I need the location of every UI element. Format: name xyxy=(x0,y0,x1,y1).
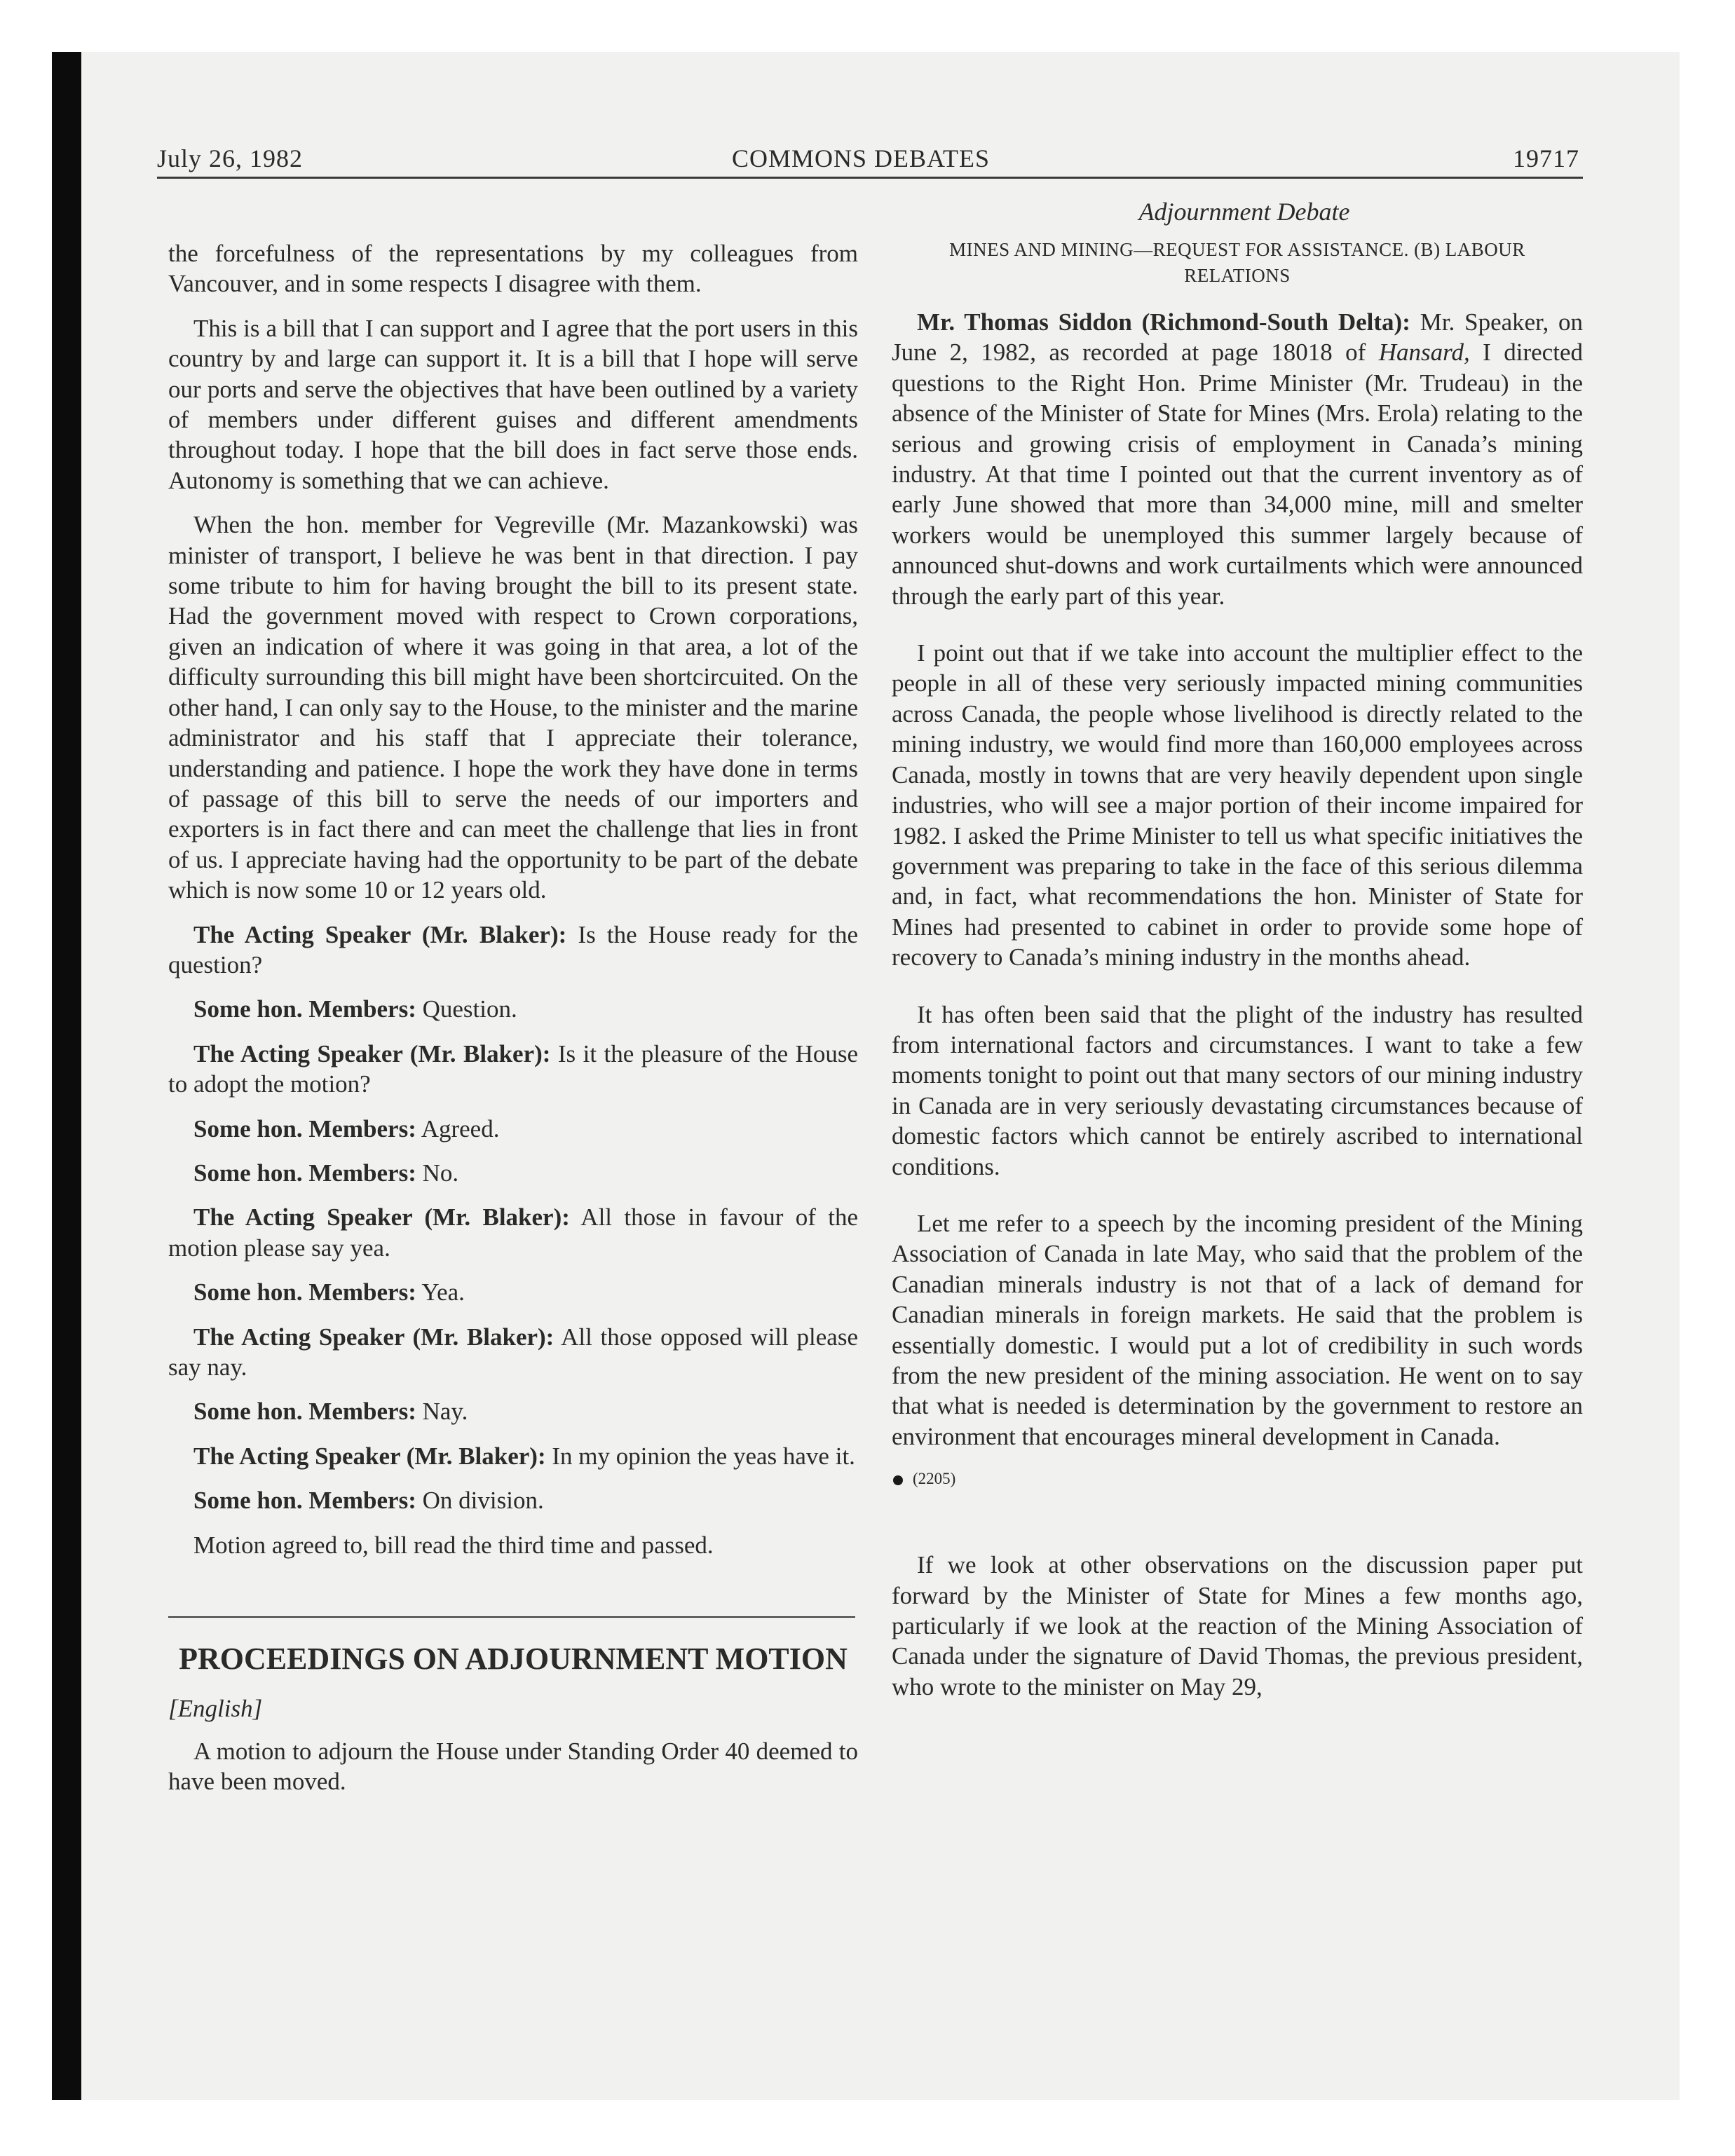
exchange xyxy=(168,1158,858,1188)
paragraph xyxy=(892,307,1583,611)
running-head: Adjournment Debate xyxy=(1138,198,1350,226)
header-date: July 26, 1982 xyxy=(157,144,304,172)
paragraph: Let me refer to a speech by the incoming president of the Mining Association of Canada in late May, who said that the problem of the Canadian minerals industry is not that of a lack of demand for Canadian minerals in foreign markets. He said that the problem is essentially domestic. I would put a lot of credibility in such words from the new president of the mining association. He went on to say that what is needed is determination by the government to restore an environment that encourages mineral development in Canada. xyxy=(892,1209,1583,1450)
speaker-name: Some hon. Members: xyxy=(193,1159,416,1187)
time-marker-text: (2205) xyxy=(913,1470,956,1488)
speaker-name: Some hon. Members: xyxy=(193,1278,416,1306)
exchange xyxy=(168,1114,858,1144)
exchange xyxy=(168,1322,858,1383)
speech-text: In my opinion the yeas have it. xyxy=(552,1442,855,1470)
speech-text: All those in favour of the motion please say yea. xyxy=(168,1203,858,1262)
speaker-name: Some hon. Members: xyxy=(193,995,416,1023)
section-divider xyxy=(168,1616,855,1618)
language-tag: [English] xyxy=(168,1695,263,1723)
exchange xyxy=(168,1396,858,1426)
speech-text: Question. xyxy=(422,995,517,1023)
bullet-icon xyxy=(893,1475,903,1485)
speaker-name: Some hon. Members: xyxy=(193,1114,416,1142)
header-rule xyxy=(157,177,1583,179)
speaker-name: The Acting Speaker (Mr. Blaker): xyxy=(193,1442,546,1470)
paragraph: When the hon. member for Vegreville (Mr. Mazankowski) was minister of transport, I believe he was bent in that direction. I pay some tribute to him for having brought the bill to its present state. Had the government moved with respect to Crown corporations, given an indication of where it was going in that area, a lot of the difficulty surrounding this bill might have been shortcircuited. On the other hand, I can only say to the House, to the minister and the marine administrator and his staff that I appreciate their tolerance, understanding and patience. I hope the work they have done in terms of passage of this bill to serve the needs of our importers and exporters is in fact there and can meet the challenge that lies in front of us. I appreciate having had the opportunity to be part of the debate which is now some 10 or 12 years old. xyxy=(168,511,858,904)
paragraph: It has often been said that the plight of the industry has resulted from international factors and circumstances. I want to take a few moments tonight to point out that many sectors of our mining industry in Canada are in very seriously devastating circumstances because of domestic factors which cannot be entirely ascribed to international conditions. xyxy=(892,1000,1583,1180)
speech-text: On division. xyxy=(422,1487,544,1515)
binding-edge xyxy=(52,52,81,2100)
section-title: PROCEEDINGS ON ADJOURNMENT MOTION xyxy=(179,1642,848,1677)
right-column xyxy=(892,237,1583,1716)
speaker-name: Some hon. Members: xyxy=(193,1487,416,1515)
paragraph: A motion to adjourn the House under Standing Order 40 deemed to have been moved. xyxy=(168,1738,858,1796)
speaker-name: The Acting Speaker (Mr. Blaker): xyxy=(193,1039,551,1067)
speaker-name: Mr. Thomas Siddon (Richmond-South Delta): xyxy=(917,308,1410,336)
sub-heading: MINES AND MINING—REQUEST FOR ASSISTANCE. (B) LABOUR RELATIONS xyxy=(949,239,1525,286)
speech-text: Agreed. xyxy=(421,1114,500,1142)
speech-text: Is the House ready for the question? xyxy=(168,920,859,978)
speaker-name: The Acting Speaker (Mr. Blaker): xyxy=(193,920,567,948)
header-page-number: 19717 xyxy=(1513,144,1579,172)
speech-text: Is it the pleasure of the House to adopt the motion? xyxy=(168,1039,859,1098)
motion-result: Motion agreed to, bill read the third time and passed. xyxy=(193,1531,714,1559)
left-column xyxy=(168,238,858,1811)
speaker-name: The Acting Speaker (Mr. Blaker): xyxy=(193,1323,554,1351)
header-publication: COMMONS DEBATES xyxy=(732,144,991,172)
paragraph: This is a bill that I can support and I agree that the port users in this country by and large can support it. It is a bill that I hope will serve our ports and serve the objectives that have been outlined by a variety of members under different guises and different amendments throughout today. I hope that the bill does in fact serve those ends. Autonomy is something that we can achieve. xyxy=(168,314,858,494)
exchange xyxy=(168,1039,858,1100)
speech-text: Nay. xyxy=(422,1398,468,1426)
exchange xyxy=(168,1441,858,1471)
speech-text: No. xyxy=(422,1159,459,1187)
speech-text: Mr. Speaker, on June 2, 1982, as recorded at page 18018 of xyxy=(892,308,1584,367)
paragraph: I point out that if we take into account the multiplier effect to the people in all of these very seriously impacted mining communities across Canada, the people whose livelihood is directly related to the mining industry, we would find more than 160,000 employees across Canada, mostly in towns that are very heavily dependent upon single industries, who will see a major portion of their income impaired for 1982. I asked the Prime Minister to tell us what specific initiatives the government was preparing to take in the face of this serious dilemma and, in fact, what recommendations the hon. Minister of State for Mines had presented to cabinet in order to provide some hope of recovery to Canada’s mining industry in the months ahead. xyxy=(892,639,1583,971)
publication-title: Hansard, xyxy=(1378,339,1470,367)
paragraph: If we look at other observations on the discussion paper put forward by the Minister of State for Mines a few months ago, particularly if we look at the reaction of the Mining Association of Canada under the signature of David Thomas, the previous president, who wrote to the minister on May 29, xyxy=(892,1551,1583,1700)
speaker-name: Some hon. Members: xyxy=(193,1398,416,1426)
time-marker xyxy=(893,1468,1583,1489)
exchange xyxy=(168,1202,858,1263)
exchange xyxy=(168,920,858,981)
paragraph: the forcefulness of the representations by my colleagues from Vancouver, and in some respects I disagree with them. xyxy=(168,240,858,298)
speech-text: I directed questions to the Right Hon. Prime Minister (Mr. Trudeau) in the absence of the Minister of State for Mines (Mrs. Erola) relating to the serious and growing crisis of employment in Canada’s mining industry. At that time I pointed out that the current inventory as of early June showed that more than 34,000 mine, mill and smelter workers would be unemployed this summer largely because of announced shut-downs and work curtailments which were announced through the early part of this year. xyxy=(892,339,1583,610)
speech-text: All those opposed will please say nay. xyxy=(168,1323,858,1381)
exchange xyxy=(168,994,858,1024)
exchange xyxy=(168,1485,858,1515)
speaker-name: The Acting Speaker (Mr. Blaker): xyxy=(193,1203,570,1231)
speech-text: Yea. xyxy=(421,1278,465,1306)
exchange xyxy=(168,1277,858,1307)
